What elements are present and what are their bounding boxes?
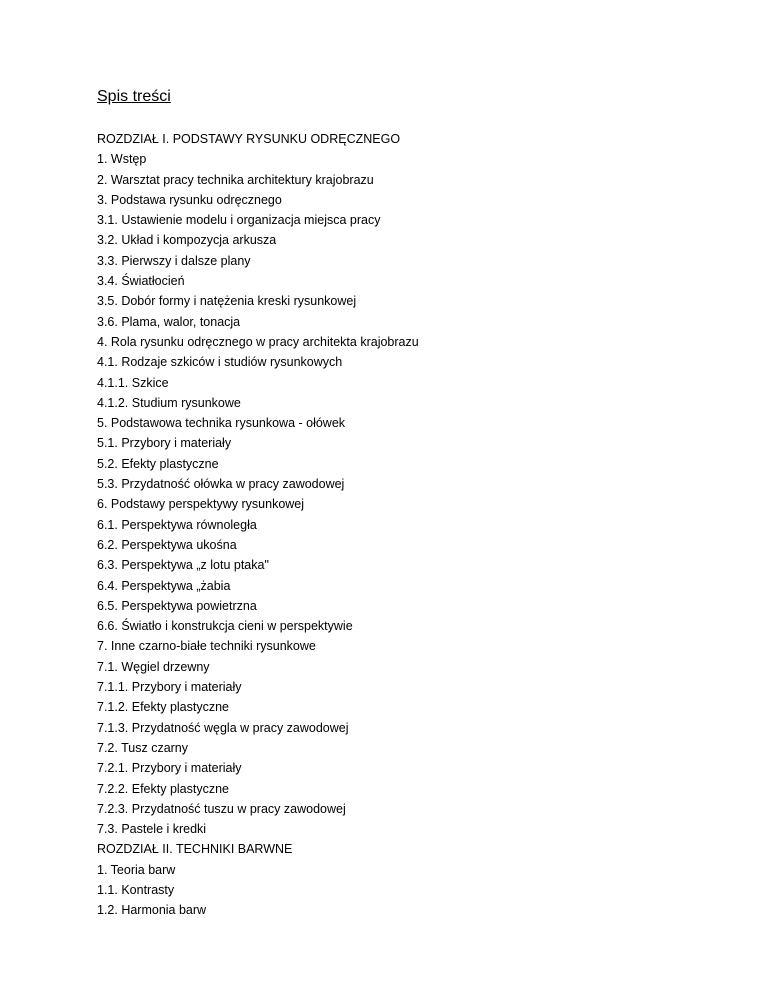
toc-entry: 1.2. Harmonia barw: [97, 903, 207, 918]
toc-entry: 7.1.1. Przybory i materiały: [97, 680, 242, 695]
toc-entry: 6.3. Perspektywa „z lotu ptaka": [97, 558, 269, 573]
toc-entry: 3.3. Pierwszy i dalsze plany: [97, 253, 251, 268]
toc-entry: 3.1. Ustawienie modelu i organizacja miejsca pracy: [97, 213, 381, 228]
table-of-contents: [97, 131, 419, 923]
page-title: Spis treści: [97, 88, 171, 105]
toc-entry: 3.6. Plama, walor, tonacja: [97, 314, 241, 329]
toc-entry: 7.2.2. Efekty plastyczne: [97, 781, 230, 796]
toc-entry: 7.3. Pastele i kredki: [97, 822, 207, 837]
toc-entry: 6.5. Perspektywa powietrzna: [97, 598, 257, 613]
toc-entry: 5.1. Przybory i materiały: [97, 436, 232, 451]
toc-entry: 7.1.3. Przydatność węgla w pracy zawodowej: [97, 720, 349, 735]
toc-entry: 3.4. Światłocień: [97, 274, 185, 289]
toc-entry: 6.2. Perspektywa ukośna: [97, 537, 237, 552]
toc-entry: 6.4. Perspektywa „żabia: [97, 578, 231, 593]
toc-entry: 7.1.2. Efekty plastyczne: [97, 700, 230, 715]
toc-entry: 4. Rola rysunku odręcznego w pracy architekta krajobrazu: [97, 334, 419, 349]
toc-entry: 7.2. Tusz czarny: [97, 740, 189, 755]
toc-entry: 5. Podstawowa technika rysunkowa - ołówek: [97, 416, 346, 431]
toc-entry: 7.2.1. Przybory i materiały: [97, 761, 242, 776]
toc-entry: 4.1.1. Szkice: [97, 375, 169, 390]
toc-entry: 7.1. Węgiel drzewny: [97, 659, 210, 674]
toc-entry: 3.2. Układ i kompozycja arkusza: [97, 233, 277, 248]
toc-entry: ROZDZIAŁ II. TECHNIKI BARWNE: [97, 842, 293, 857]
toc-entry: ROZDZIAŁ I. PODSTAWY RYSUNKU ODRĘCZNEGO: [97, 132, 401, 146]
toc-entry: 1. Teoria barw: [97, 862, 176, 877]
toc-entry: 4.1.2. Studium rysunkowe: [97, 395, 241, 410]
toc-entry: 6.1. Perspektywa równoległa: [97, 517, 257, 532]
toc-entry: 4.1. Rodzaje szkiców i studiów rysunkowych: [97, 355, 343, 370]
toc-entry: 1.1. Kontrasty: [97, 882, 175, 897]
toc-entry: 3. Podstawa rysunku odręcznego: [97, 192, 282, 207]
toc-entry: 1. Wstęp: [97, 152, 147, 167]
toc-entry: 7.2.3. Przydatność tuszu w pracy zawodowej: [97, 801, 346, 816]
toc-entry: 5.3. Przydatność ołówka w pracy zawodowej: [97, 477, 345, 492]
toc-entry: 6. Podstawy perspektywy rysunkowej: [97, 497, 305, 512]
toc-entry: 5.2. Efekty plastyczne: [97, 456, 219, 471]
toc-entry: 2. Warsztat pracy technika architektury krajobrazu: [97, 172, 374, 187]
toc-entry: 6.6. Światło i konstrukcja cieni w perspektywie: [97, 619, 353, 634]
toc-entry: 7. Inne czarno-białe techniki rysunkowe: [97, 639, 316, 654]
toc-entry: 3.5. Dobór formy i natężenia kreski rysunkowej: [97, 294, 357, 309]
